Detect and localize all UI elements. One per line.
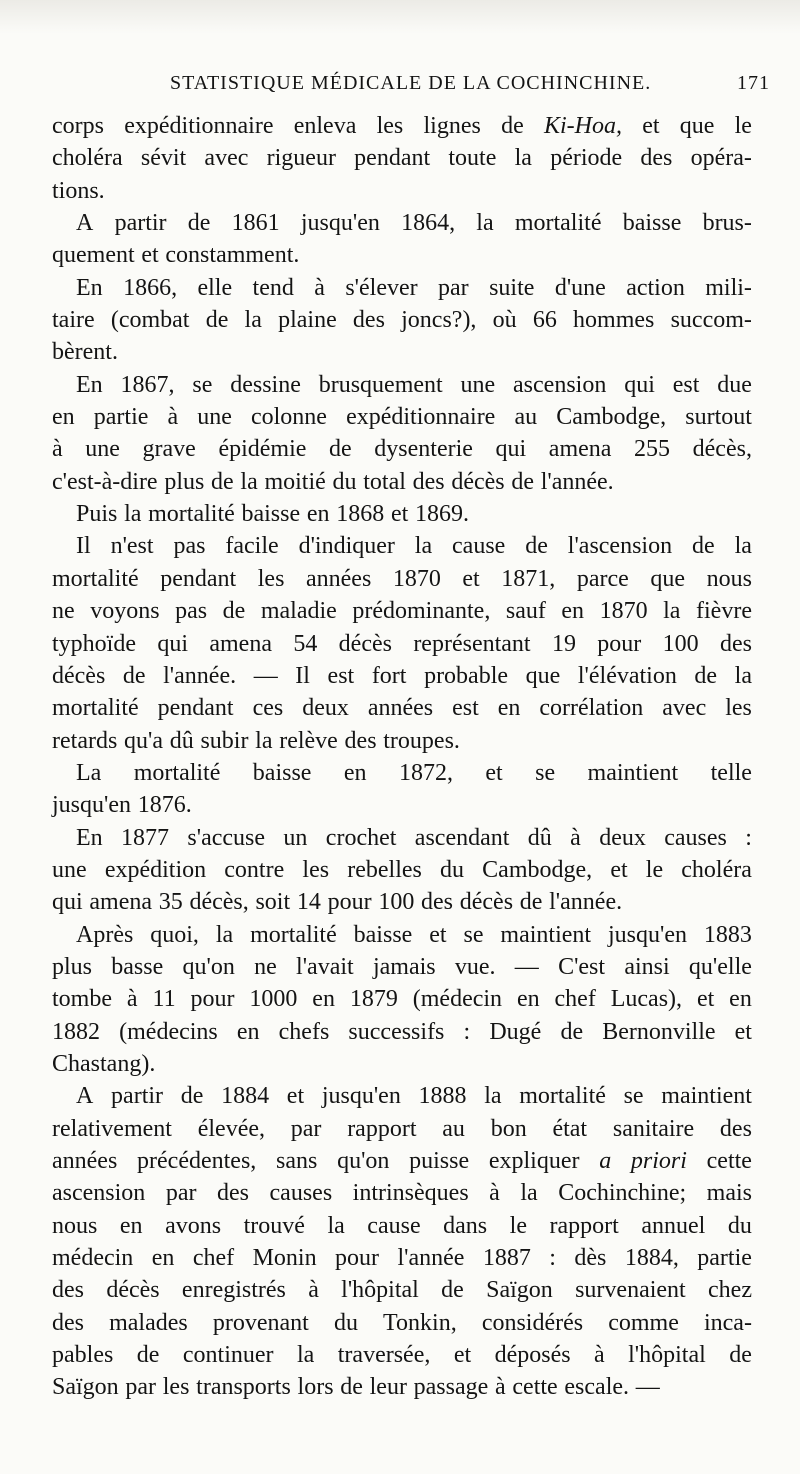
text-line: relativement élevée, par rapport au bon état sanitaire des	[52, 1115, 752, 1142]
text-line: choléra sévit avec rigueur pendant toute la période des opéra-	[52, 145, 752, 172]
paragraph	[52, 110, 752, 207]
text-line: en partie à une colonne expéditionnaire au Cambodge, surtout	[52, 404, 752, 431]
text-line: 1882 (médecins en chefs successifs : Dugé de Bernonville et	[52, 1018, 752, 1045]
text-line: quement et constamment.	[52, 242, 300, 269]
text-line: bèrent.	[52, 339, 118, 366]
text-line: qui amena 35 décès, soit 14 pour 100 des décès de l'année.	[52, 889, 623, 916]
text-line: Puis la mortalité baisse en 1868 et 1869.	[76, 501, 469, 528]
text-line: corps expéditionnaire enleva les lignes de Ki-Hoa, et que le	[52, 113, 752, 139]
text-line: tions.	[52, 177, 105, 204]
text-line: des décès enregistrés à l'hôpital de Saïgon survenaient chez	[52, 1277, 752, 1304]
text-line: années précédentes, sans qu'on puisse expliquer a priori cette	[52, 1148, 752, 1174]
page-number: 171	[737, 72, 770, 94]
text-line: La mortalité baisse en 1872, et se maintient telle	[76, 759, 752, 786]
text-line: plus basse qu'on ne l'avait jamais vue. — C'est ainsi qu'elle	[52, 953, 752, 980]
text-line: décès de l'année. — Il est fort probable que l'élévation de la	[52, 662, 752, 689]
text-line: taire (combat de la plaine des joncs?), où 66 hommes succom-	[52, 307, 752, 334]
text-line: mortalité pendant ces deux années est en corrélation avec les	[52, 695, 752, 722]
scan-edge-shadow	[0, 0, 800, 34]
paragraph	[52, 1080, 752, 1403]
text-line: En 1877 s'accuse un crochet ascendant dû à deux causes :	[76, 824, 752, 851]
paragraph	[52, 207, 752, 272]
text-line: des malades provenant du Tonkin, considérés comme inca-	[52, 1309, 752, 1336]
text-line: une expédition contre les rebelles du Cambodge, et le choléra	[52, 856, 752, 883]
text-line: A partir de 1884 et jusqu'en 1888 la mortalité se maintient	[76, 1083, 752, 1110]
text-line: Il n'est pas facile d'indiquer la cause de l'ascension de la	[76, 533, 752, 560]
paragraph	[52, 822, 752, 919]
text-line: tombe à 11 pour 1000 en 1879 (médecin en chef Lucas), et en	[52, 986, 752, 1013]
paragraph	[52, 757, 752, 822]
text-line: retards qu'a dû subir la relève des troupes.	[52, 727, 460, 754]
text-line: c'est-à-dire plus de la moitié du total des décès de l'année.	[52, 468, 614, 495]
text-line: A partir de 1861 jusqu'en 1864, la mortalité baisse brus-	[76, 210, 752, 237]
page-header	[170, 72, 770, 102]
paragraph	[52, 369, 752, 498]
paragraph	[52, 530, 752, 756]
text-line: jusqu'en 1876.	[52, 792, 192, 819]
text-line: pables de continuer la traversée, et déposés à l'hôpital de	[52, 1342, 752, 1369]
text-line: typhoïde qui amena 54 décès représentant 19 pour 100 des	[52, 630, 752, 657]
text-line: à une grave épidémie de dysenterie qui amena 255 décès,	[52, 436, 752, 463]
body-text	[52, 110, 752, 1404]
text-line: En 1866, elle tend à s'élever par suite d'une action mili-	[76, 274, 752, 301]
text-line: mortalité pendant les années 1870 et 1871, parce que nous	[52, 565, 752, 592]
text-line: Chastang).	[52, 1050, 156, 1077]
text-line: Après quoi, la mortalité baisse et se maintient jusqu'en 1883	[76, 921, 752, 948]
paragraph	[52, 272, 752, 369]
text-line: ascension par des causes intrinsèques à la Cochinchine; mais	[52, 1180, 752, 1207]
text-line: ne voyons pas de maladie prédominante, sauf en 1870 la fièvre	[52, 598, 752, 625]
text-line: Saïgon par les transports lors de leur passage à cette escale. —	[52, 1374, 660, 1401]
running-title: STATISTIQUE MÉDICALE DE LA COCHINCHINE.	[170, 72, 652, 94]
text-line: En 1867, se dessine brusquement une ascension qui est due	[76, 371, 752, 398]
text-line: médecin en chef Monin pour l'année 1887 : dès 1884, partie	[52, 1245, 752, 1272]
paragraph	[52, 919, 752, 1081]
text-line: nous en avons trouvé la cause dans le rapport annuel du	[52, 1212, 752, 1239]
paragraph	[52, 498, 752, 530]
